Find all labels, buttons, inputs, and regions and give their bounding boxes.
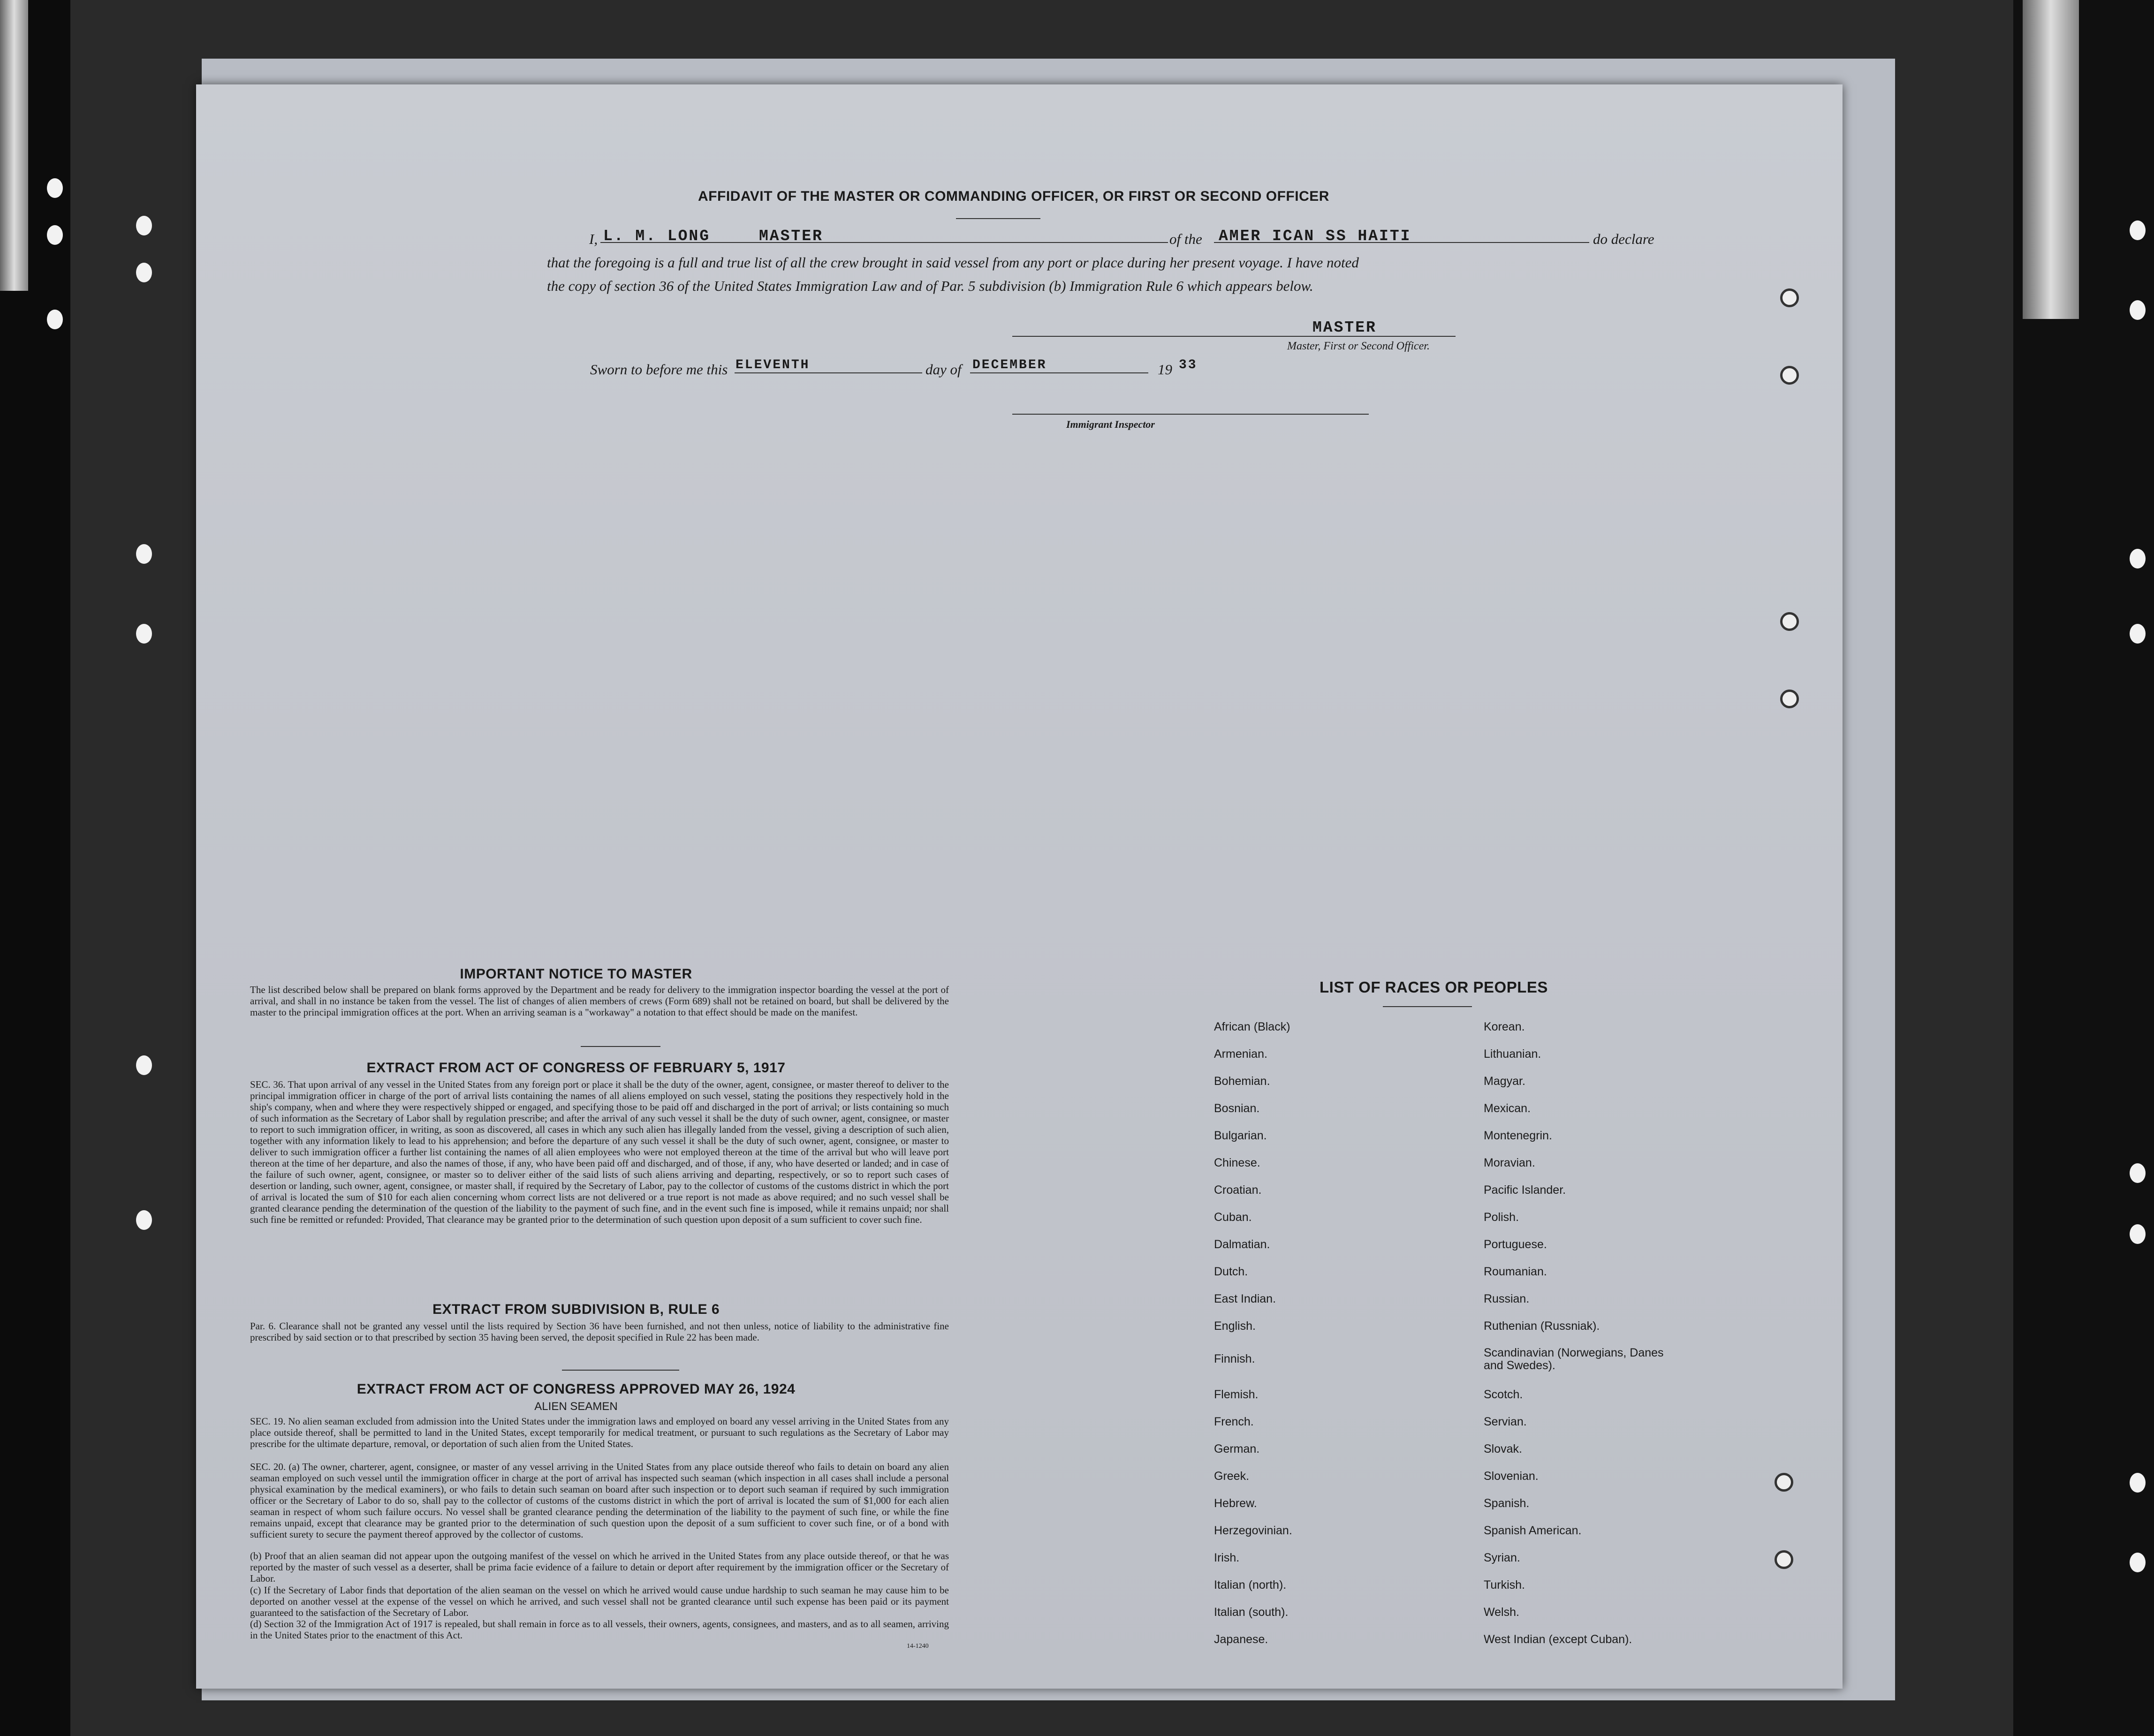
race-item: Ruthenian (Russniak). — [1484, 1319, 1600, 1333]
race-item: Irish. — [1214, 1551, 1240, 1564]
inspector-caption: Immigrant Inspector — [1066, 418, 1155, 430]
sprocket-hole — [2130, 549, 2146, 569]
sprocket-hole — [136, 216, 152, 235]
sprocket-hole — [2130, 1473, 2146, 1493]
inspector-line — [1012, 414, 1369, 415]
binder-hole — [1780, 690, 1799, 708]
extract-rule6-text: Par. 6. Clearance shall not be granted any vessel until the lists required by Section 36 have been furnished, and not then unless, notice of liability to the administrative fine prescribed by said section or to that prescribed by section 35 having been served, the deposit specified in Rule 22 has been made. — [250, 1320, 949, 1343]
sprocket-hole — [2130, 300, 2146, 320]
vessel-name: AMER ICAN SS HAITI — [1219, 227, 1411, 245]
sec-20d-text: (d) Section 32 of the Immigration Act of 1917 is repealed, but shall remain in force as to all vessels, their owners, agents, consignees, and masters, and as to all seamen, arriving in the United States prior to the enactment of this Act. — [250, 1618, 949, 1641]
race-item: Moravian. — [1484, 1156, 1535, 1169]
divider — [581, 1046, 660, 1047]
race-item: West Indian (except Cuban). — [1484, 1633, 1632, 1646]
race-item: Armenian. — [1214, 1047, 1267, 1061]
extract-1924-title: EXTRACT FROM ACT OF CONGRESS APPROVED MAY 26, 1924 — [356, 1381, 796, 1397]
master-name: L. M. LONG — [603, 227, 711, 245]
form-number: 14-1240 — [907, 1643, 929, 1650]
extract-1917-text: SEC. 36. That upon arrival of any vessel in the United States from any foreign port or place it shall be the duty of the owner, agent, consignee, or master thereof to deliver to the principal immigration officer in charge of the port of arrival lists containing the names of all aliens employed on such vessel, stating the positions they respectively hold in the ship's company, when and where they were respectively shipped or engaged, and specifying those to be paid off and discharged in the port of arrival; or lists containing so much of such information as the Secretary of Labor shall by regulation prescribe; and after the arrival of any such vessel it shall be the duty of such owner, agent, consignee, or master to report to such immigration officer, in writing, as soon as discovered, all cases in which any such alien has illegally landed from the vessel, giving a description of such alien, together with any information likely to lead to his apprehension; and before the departure of any such vessel it shall be the duty of such owner, agent, consignee, or master to deliver to such immigration officer a further list containing the names of all alien employees who were not employed thereon at the time of the arrival but who will leave port thereon at the time of her departure, and also the names of those, if any, who have been paid off and discharged, and of those, if any, who have deserted or landed; and in case of the failure of such owner, agent, consignee, or master so to deliver either of the said lists of such aliens arriving and departing, respectively, or so to report such cases of desertion or landing, such owner, agent, consignee, or master shall, if required by the Secretary of Labor, pay to the collector of customs of the customs district in which the port of arrival is located the sum of $10 for each alien concerning whom correct lists are not delivered or a true report is not made as above required; and no such vessel shall be granted clearance pending the determination of the question of the liability to the payment of such fine, and in the event such fine is imposed, while it remains unpaid; nor shall such fine be remitted or refunded: Provided, That clearance may be granted prior to the determination of such question upon deposit of a sum sufficient to cover such fine. — [250, 1079, 949, 1225]
binder-hole — [1780, 612, 1799, 631]
sprocket-hole — [2130, 624, 2146, 644]
race-item: Slovak. — [1484, 1442, 1522, 1456]
binder-hole — [1775, 1473, 1793, 1492]
race-item: German. — [1214, 1442, 1260, 1456]
race-item: Scotch. — [1484, 1388, 1523, 1401]
race-item: Dutch. — [1214, 1265, 1248, 1278]
sec-20b-text: (b) Proof that an alien seaman did not appear upon the outgoing manifest of the vessel on which he arrived in the United States from any place outside thereof, or that he was reported by the master of such vessel as a deserter, shall be prima facie evidence of a failure to detain or deport after requirement by the immigration officer or the Secretary of Labor. — [250, 1550, 949, 1584]
race-item: Spanish American. — [1484, 1524, 1582, 1537]
notice-text: The list described below shall be prepared on blank forms approved by the Department and be ready for delivery to the immigration inspector boarding the vessel at the port of arrival, and shall in no instance be taken from the vessel. The list of changes of alien members of crews (Form 689) shall not be retained on board, but shall be delivered by the master to the principal immigration offices at the port. When an arriving seaman is a "workaway" a notation to that effect should be made on the manifest. — [250, 984, 949, 1018]
race-item: Roumanian. — [1484, 1265, 1547, 1278]
race-item: Portuguese. — [1484, 1238, 1547, 1251]
race-list-right — [1484, 1020, 1681, 1660]
race-item: African (Black) — [1214, 1020, 1290, 1033]
sprocket-hole — [47, 178, 63, 198]
notice-title: IMPORTANT NOTICE TO MASTER — [460, 966, 692, 982]
race-item: Herzegovinian. — [1214, 1524, 1292, 1537]
sprocket-hole — [136, 624, 152, 644]
race-item: Bosnian. — [1214, 1102, 1260, 1115]
race-item: Hebrew. — [1214, 1497, 1257, 1510]
divider — [1383, 1006, 1472, 1007]
sprocket-hole — [47, 225, 63, 245]
race-item: Dalmatian. — [1214, 1238, 1270, 1251]
race-item: Welsh. — [1484, 1606, 1519, 1619]
race-item: Italian (south). — [1214, 1606, 1289, 1619]
race-item: Servian. — [1484, 1415, 1527, 1428]
extract-1917-title: EXTRACT FROM ACT OF CONGRESS OF FEBRUARY 5, 1917 — [366, 1060, 786, 1076]
declaration-line-3: the copy of section 36 of the United States Immigration Law and of Par. 5 subdivision (b) Immigration Rule 6 which appears below. — [547, 278, 1313, 294]
of-the-label: of the — [1169, 231, 1202, 247]
sprocket-hole — [136, 1210, 152, 1230]
binder-hole — [1775, 1550, 1793, 1569]
signature-value: MASTER — [1312, 319, 1377, 336]
race-item: Italian (north). — [1214, 1578, 1287, 1592]
sec-20c-text: (c) If the Secretary of Labor finds that deportation of the alien seaman on the vessel on which he arrived would cause undue hardship to such seaman he may cause him to be deported on another vessel at the expense of the vessel on which he arrived, and such vessel shall not be granted clearance until such expense has been paid or its payment guaranteed to the satisfaction of the Secretary of Labor. — [250, 1584, 949, 1618]
sprocket-hole — [47, 310, 63, 329]
sprocket-hole — [2130, 220, 2146, 240]
race-item: Lithuanian. — [1484, 1047, 1541, 1061]
race-item: Magyar. — [1484, 1075, 1525, 1088]
race-item: Greek. — [1214, 1470, 1250, 1483]
binder-hole — [1780, 288, 1799, 307]
sec-19-text: SEC. 19. No alien seaman excluded from admission into the United States under the immigration laws and employed on board any vessel arriving in the United States from any place outside thereof, shall be permitted to land in the United States, except temporarily for medical treatment, or pursuant to such regulations as the Secretary of Labor may prescribe for the ultimate departure, removal, or deportation of such alien from the United States. — [250, 1416, 949, 1449]
race-item: Scandinavian (Norwegians, Danes and Swedes). — [1484, 1346, 1664, 1372]
race-item: Slovenian. — [1484, 1470, 1539, 1483]
sec-20a-text: SEC. 20. (a) The owner, charterer, agent, consignee, or master of any vessel arriving in the United States from any place outside thereof who fails to detain on board any alien seaman employed on such vessel until the immigration officer in charge at the port of arrival has inspected such seaman (which inspection in all cases shall include a personal physical examination by the medical examiners), or who fails to detain such seaman on board after such inspection or to deport such seaman if required by such immigration officer or the Secretary of Labor to do so, shall pay to the collector of customs of the customs district in which the port of arrival is located the sum of $1,000 for each alien seaman in respect of whom such failure occurs. No vessel shall be granted clearance pending the determination of the liability to the payment of such fine, or while the fine remains unpaid, except that clearance may be granted prior to the determination of such question upon the deposit of a sum sufficient to cover such fine, or of a bond with sufficient surety to secure the payment thereof approved by the collector of customs. — [250, 1461, 949, 1540]
race-item: Turkish. — [1484, 1578, 1525, 1592]
day-value: ELEVENTH — [736, 358, 810, 372]
sprocket-hole — [136, 544, 152, 564]
master-rank: MASTER — [759, 227, 823, 245]
race-item: Croatian. — [1214, 1183, 1262, 1197]
race-item: Syrian. — [1484, 1551, 1520, 1564]
race-item: Pacific Islander. — [1484, 1183, 1566, 1197]
extract-rule6-title: EXTRACT FROM SUBDIVISION B, RULE 6 — [432, 1302, 720, 1317]
day-of-label: day of — [925, 361, 962, 378]
signature-line — [1012, 336, 1456, 337]
year-value: 33 — [1179, 358, 1198, 372]
month-line — [970, 372, 1148, 373]
race-item: Bulgarian. — [1214, 1129, 1267, 1142]
declaration-line-2: that the foregoing is a full and true list of all the crew brought in said vessel from any port or place during her present voyage. I have noted — [547, 254, 1359, 271]
race-item: Bohemian. — [1214, 1075, 1270, 1088]
sprocket-hole — [2130, 1163, 2146, 1183]
sprocket-hole — [136, 263, 152, 282]
race-item: French. — [1214, 1415, 1254, 1428]
binder-hole — [1780, 366, 1799, 385]
divider — [562, 1370, 679, 1371]
race-item: Finnish. — [1214, 1352, 1255, 1365]
race-list-left — [1214, 1020, 1292, 1660]
race-item: Spanish. — [1484, 1497, 1530, 1510]
do-declare-label: do declare — [1593, 231, 1654, 247]
day-line — [735, 372, 922, 373]
race-item: English. — [1214, 1319, 1256, 1333]
race-item: East Indian. — [1214, 1292, 1276, 1305]
year-prefix: 19 — [1158, 361, 1172, 378]
race-item: Cuban. — [1214, 1211, 1252, 1224]
race-item: Mexican. — [1484, 1102, 1531, 1115]
sworn-label: Sworn to before me this — [590, 361, 728, 378]
races-title: LIST OF RACES OR PEOPLES — [1320, 978, 1548, 996]
i-label: I, — [589, 231, 598, 247]
race-item: Polish. — [1484, 1211, 1519, 1224]
signature-caption: Master, First or Second Officer. — [1287, 340, 1430, 352]
film-edge-highlight — [2023, 0, 2079, 319]
race-item: Chinese. — [1214, 1156, 1260, 1169]
race-item: Flemish. — [1214, 1388, 1259, 1401]
race-item: Japanese. — [1214, 1633, 1268, 1646]
film-edge-highlight — [0, 0, 28, 291]
race-item: Russian. — [1484, 1292, 1530, 1305]
divider — [956, 218, 1040, 219]
sprocket-hole — [2130, 1553, 2146, 1572]
race-item: Montenegrin. — [1484, 1129, 1552, 1142]
affidavit-title: AFFIDAVIT OF THE MASTER OR COMMANDING OFFICER, OR FIRST OR SECOND OFFICER — [698, 189, 1329, 204]
document-page — [196, 84, 1843, 1689]
sprocket-hole — [2130, 1224, 2146, 1244]
extract-1924-subtitle: ALIEN SEAMEN — [534, 1400, 618, 1413]
race-item: Korean. — [1484, 1020, 1525, 1033]
sprocket-hole — [136, 1055, 152, 1075]
month-value: DECEMBER — [972, 358, 1047, 372]
